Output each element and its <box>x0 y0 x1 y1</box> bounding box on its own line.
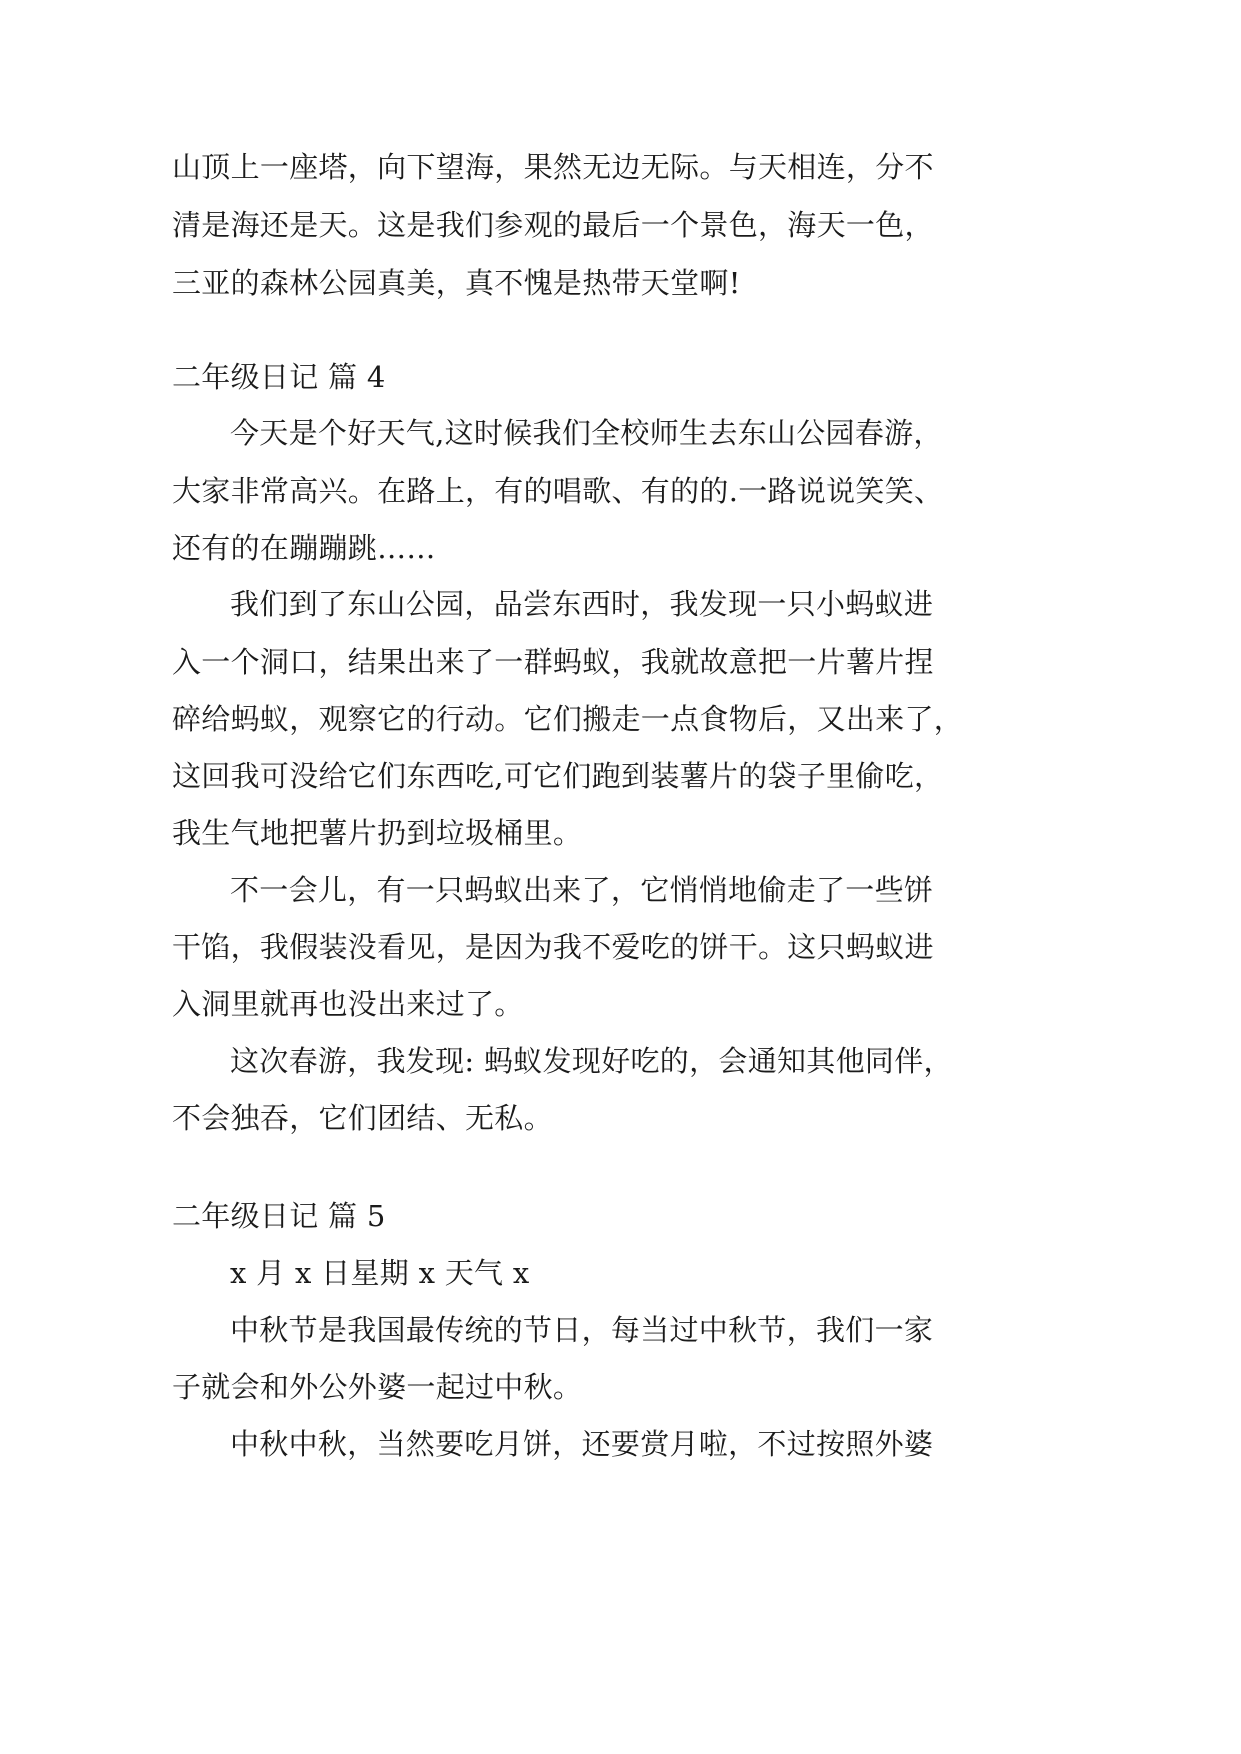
text-line: 还有的在蹦蹦跳…… <box>172 531 436 565</box>
text-line: 不会独吞，它们团结、无私。 <box>172 1101 553 1135</box>
text-line: 这回我可没给它们东西吃,可它们跑到装薯片的袋子里偷吃， <box>172 759 944 793</box>
date-line: x 月 x 日星期 x 天气 x <box>230 1256 530 1290</box>
text-line: 干馅，我假装没看见，是因为我不爱吃的饼干。这只蚂蚁进 <box>172 930 934 964</box>
section-heading: 二年级日记 篇 4 <box>172 360 386 394</box>
text-line: 山顶上一座塔，向下望海，果然无边无际。与天相连，分不 <box>172 150 934 184</box>
text-line: 三亚的森林公园真美，真不愧是热带天堂啊! <box>172 266 741 300</box>
text-line: 碎给蚂蚁，观察它的行动。它们搬走一点食物后，又出来了， <box>172 702 964 736</box>
text-line: 这次春游，我发现: 蚂蚁发现好吃的，会通知其他同伴， <box>230 1044 953 1078</box>
text-line: 入一个洞口，结果出来了一群蚂蚁，我就故意把一片薯片捏 <box>172 645 934 679</box>
text-line: 我生气地把薯片扔到垃圾桶里。 <box>172 816 583 850</box>
text-line: 大家非常高兴。在路上，有的唱歌、有的的.一路说说笑笑、 <box>172 474 944 508</box>
text-line: 中秋节是我国最传统的节日，每当过中秋节，我们一家 <box>230 1313 934 1347</box>
text-line: 清是海还是天。这是我们参观的最后一个景色，海天一色， <box>172 208 934 242</box>
text-line: 入洞里就再也没出来过了。 <box>172 987 524 1021</box>
text-line: 不一会儿，有一只蚂蚁出来了，它悄悄地偷走了一些饼 <box>230 873 934 907</box>
text-line: 今天是个好天气,这时候我们全校师生去东山公园春游， <box>230 416 943 450</box>
section-heading: 二年级日记 篇 5 <box>172 1199 386 1233</box>
text-line: 中秋中秋，当然要吃月饼，还要赏月啦，不过按照外婆 <box>230 1427 934 1461</box>
text-line: 子就会和外公外婆一起过中秋。 <box>172 1370 583 1404</box>
text-line: 我们到了东山公园，品尝东西时，我发现一只小蚂蚁进 <box>230 587 934 621</box>
